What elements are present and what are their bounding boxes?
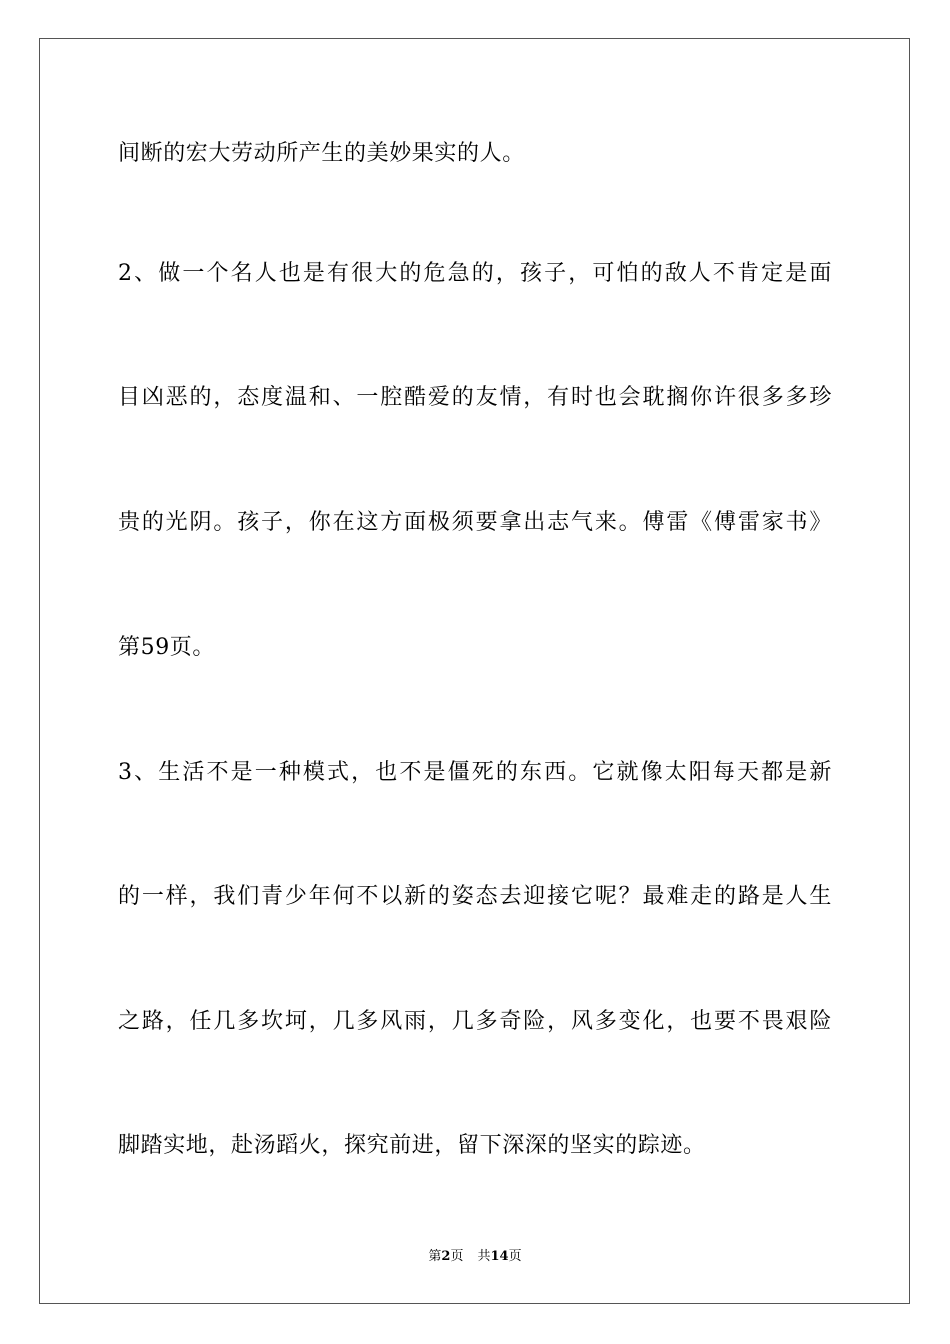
- footer-page-suffix: 页: [450, 1249, 464, 1264]
- page-footer: [0, 1248, 950, 1266]
- text-line-8: 之路，任几多坎坷，几多风雨，几多奇险，风多变化，也要不畏艰险: [118, 1009, 832, 1034]
- text-line-7: 的一样，我们青少年何不以新的姿态去迎接它呢？最难走的路是人生: [118, 884, 832, 909]
- footer-total-prefix: 共: [477, 1249, 491, 1264]
- text-line-3: 目凶恶的，态度温和、一腔酷爱的友情，有时也会耽搁你许很多多珍: [118, 385, 832, 410]
- footer-page-prefix: 第: [428, 1249, 442, 1264]
- text-line-4: 贵的光阴。孩子，你在这方面极须要拿出志气来。傅雷《傅雷家书》: [118, 510, 832, 535]
- text-line-9: 脚踏实地，赴汤蹈火，探究前进，留下深深的坚实的踪迹。: [118, 1133, 706, 1158]
- footer-total-pages: 14: [490, 1249, 509, 1264]
- text-line-6: 3、生活不是一种模式，也不是僵死的东西。它就像太阳每天都是新: [118, 760, 832, 785]
- footer-total-suffix: 页: [508, 1249, 522, 1264]
- text-line-2: 2、做一个名人也是有很大的危急的，孩子，可怕的敌人不肯定是面: [118, 261, 832, 286]
- page-border: [39, 38, 910, 1304]
- footer-page-number: 2: [441, 1249, 451, 1264]
- text-line-1: 间断的宏大劳动所产生的美妙果实的人。: [118, 141, 525, 166]
- text-line-5: 第59页。: [118, 635, 215, 660]
